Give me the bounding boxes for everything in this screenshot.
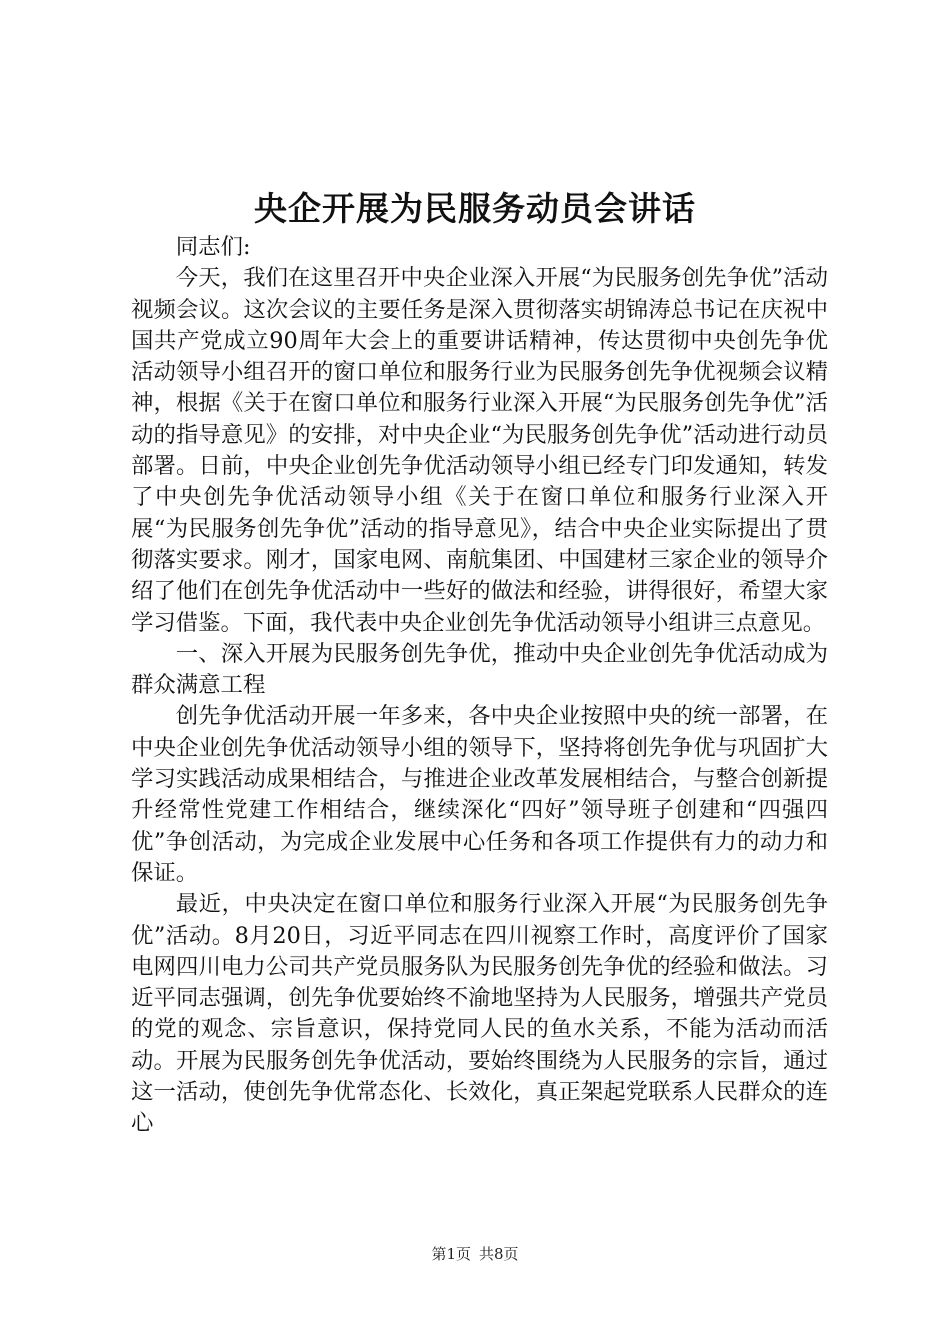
body-paragraph: 最近，中央决定在窗口单位和服务行业深入开展“为民服务创先争优”活动。8月20日，习近平同志在四川视察工作时，高度评价了国家电网四川电力公司共产党员服务队为民服务创先争优的经验和做法。习近平同志强调，创先争优要始终不渝地坚持为人民服务，增强共产党员的党的观念、宗旨意识，保持党同人民的鱼水关系，不能为活动而活动。开展为民服务创先争优活动，要始终围绕为人民服务的宗旨，通过这一活动，使创先争优常态化、长效化，真正架起党联系人民群众的连心 (131, 891, 828, 1137)
document-title: 央企开展为民服务动员会讲话 (254, 189, 696, 228)
salutation: 同志们: (175, 234, 251, 260)
page-footer (0, 1244, 950, 1264)
body-paragraph: 创先争优活动开展一年多来，各中央企业按照中央的统一部署，在中央企业创先争优活动领导小组的领导下，坚持将创先争优与巩固扩大学习实践活动成果相结合，与推进企业改革发展相结合，与整合创新提升经常性党建工作相结合，继续深化“四好”领导班子创建和“四强四优”争创活动，为完成企业发展中心任务和各项工作提供有力的动力和保证。 (131, 703, 828, 886)
page-total: 共8页 (479, 1245, 519, 1263)
document-body (131, 232, 828, 1140)
body-paragraph: 今天，我们在这里召开中央企业深入开展“为民服务创先争优”活动视频会议。这次会议的主要任务是深入贯彻落实胡锦涛总书记在庆祝中国共产党成立90周年大会上的重要讲话精神，传达贯彻中央创先争优活动领导小组召开的窗口单位和服务行业为民服务创先争优视频会议精神，根据《关于在窗口单位和服务行业深入开展“为民服务创先争优”活动的指导意见》的安排，对中央企业“为民服务创先争优”活动进行动员部署。日前，中央企业创先争优活动领导小组已经专门印发通知，转发了中央创先争优活动领导小组《关于在窗口单位和服务行业深入开展“为民服务创先争优”活动的指导意见》，结合中央企业实际提出了贯彻落实要求。刚才，国家电网、南航集团、中国建材三家企业的领导介绍了他们在创先争优活动中一些好的做法和经验，讲得很好，希望大家学习借鉴。下面，我代表中央企业创先争优活动领导小组讲三点意见。 (131, 265, 828, 636)
section-heading: 一、深入开展为民服务创先争优，推动中央企业创先争优活动成为群众满意工程 (131, 640, 828, 699)
page-number: 第1页 (431, 1245, 471, 1263)
